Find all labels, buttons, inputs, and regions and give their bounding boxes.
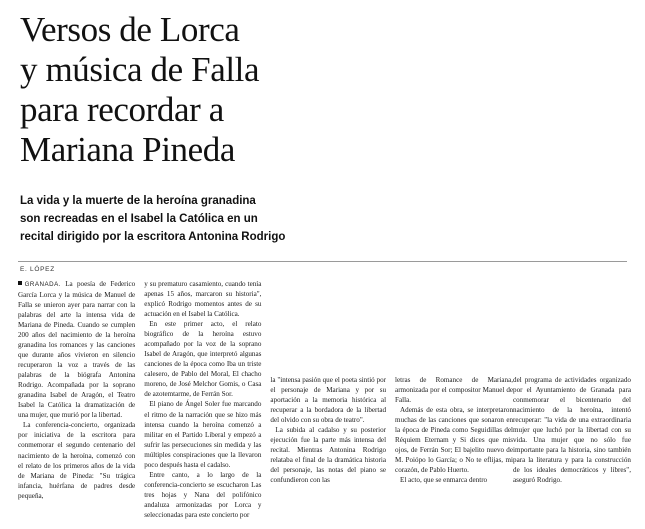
paragraph: La subida al cadalso y su posterior ejecución fue la parte más intensa del recital. Mientras Antonina Rodrigo relataba el final de la dramática historia del personaje, las notas del piano se confundieron con las: [270, 426, 387, 485]
paragraph: y su prematuro casamiento, cuando tenía apenas 15 años, marcaron su historia", explicó Rodrigo momentos antes de su actuación en el Isabel la Católica.: [144, 279, 262, 318]
article-column-2: [144, 279, 270, 521]
paragraph: la "intensa pasión que el poeta sintió por el personaje de Mariana y por su aportación a la memoria histórica al recuperar a la bordadora de la libertad del olvido con su obra de teatro".: [270, 375, 387, 424]
dateline: GRANADA.: [24, 280, 61, 288]
headline-line-2: y música de Falla: [20, 49, 260, 89]
headline-line-1: Versos de Lorca: [20, 10, 240, 49]
headline-line-4: Mariana Pineda: [20, 129, 236, 169]
subheadline: [0, 170, 645, 247]
paragraph: Además de esta obra, se interpretaron muchas de las canciones que sonaron en la época de Pineda como Seguidillas del Réquiem Eternam y Si dices que mis ojos, de Ferrán Sor; El bajelito nuevo de M. Poiópo lo García; o No te eflijas, mi corazón, de Pablo Huerto.: [395, 405, 514, 475]
paragraph: El acto, que se enmarca dentro: [400, 476, 488, 485]
paragraph: letras de Romance de Mariana, armonizada por el compositor Manuel de Falla.: [395, 375, 514, 404]
bullet-square-icon: [18, 281, 22, 285]
subheadline-line-1: La vida y la muerte de la heroína granadina: [20, 194, 256, 207]
column-offset-spacer: [395, 375, 513, 486]
paragraph: [18, 279, 135, 421]
article-column-1: [18, 279, 144, 521]
headline-line-3: para recordar a: [20, 89, 224, 129]
paragraph-text: La poesía de Federico García Lorca y la música de Manuel de Falla se unieron ayer para narrar con la palabras del arte la intensa vida de Mariana de Pineda. Cuando se cumplen 200 años del nacimiento de la heroína granadina los romances y las canciones que durante años vivieron en silencio recuperaron la voz a través de las palabras de la biógrafa Antonina Rodrigo. Acompañada por la soprano granadina Isabel de Aragón, el Teatro Isabel la Católica la dramatización de una mujer, que murió por la libertad.: [18, 279, 136, 420]
page-title: [0, 0, 645, 170]
column-offset-spacer: [270, 375, 386, 486]
paragraph: del programa de actividades organizado por el Ayuntamiento de Granada para conmemorar el bicentenario del nacimiento de la heroína, intentó recuperar: "la vida de una extraordinaria mujer que luchó por la libertad con su vida. Una mujer que no sólo fue importante para la historia, sino también para la literatura y para la construcción de los ideales democráticos y libres", aseguró Rodrigo.: [513, 375, 631, 485]
paragraph: La conferencia-concierto, organizada por iniciativa de la escritora para conmemorar el segundo centenario del nacimiento de la heroína, comenzó con el relato de los primeros años de la vida de Mariana de Pineda: "Su trágica infancia, huérfana de padres desde pequeña,: [18, 421, 136, 500]
subheadline-line-3: recital dirigido por la escritora Antonina Rodrigo: [20, 231, 286, 244]
article-column-4: [395, 279, 513, 521]
paragraph: Entre canto, a lo largo de la conferencia-concierto se escucharon Las tres hojas y Nana del polifónico andaluza armonizadas por Lorca y seleccionadas para este concierto por: [144, 470, 262, 520]
article-column-3: [270, 279, 395, 521]
paragraph: El piano de Ángel Soler fue marcando el ritmo de la narración que se hizo más intensa cuando la heroína comenzó a militar en el Partido Liberal y empezó a sufrir las persecuciones sin medida y las múltiples conspiraciones que la llevaron poco después hasta el cadalso.: [144, 400, 262, 469]
article-columns: [0, 273, 645, 521]
column-offset-spacer: [513, 375, 631, 486]
paragraph: En este primer acto, el relato biográfico de la heroína estuvo acompañado por la voz de la soprano Isabel de Aragón, que interpretó algunas canciones de la época como Iba un triste calesero, de Pablo del Moral, El chacho moreno, de José Melchor Gomis, o Casa de azotemtarme, de Ferrán Sor.: [144, 319, 262, 399]
article-column-5: [513, 279, 631, 521]
subheadline-line-2: son recreadas en el Isabel la Católica en un: [20, 212, 258, 225]
byline: E. LÓPEZ: [20, 265, 55, 273]
